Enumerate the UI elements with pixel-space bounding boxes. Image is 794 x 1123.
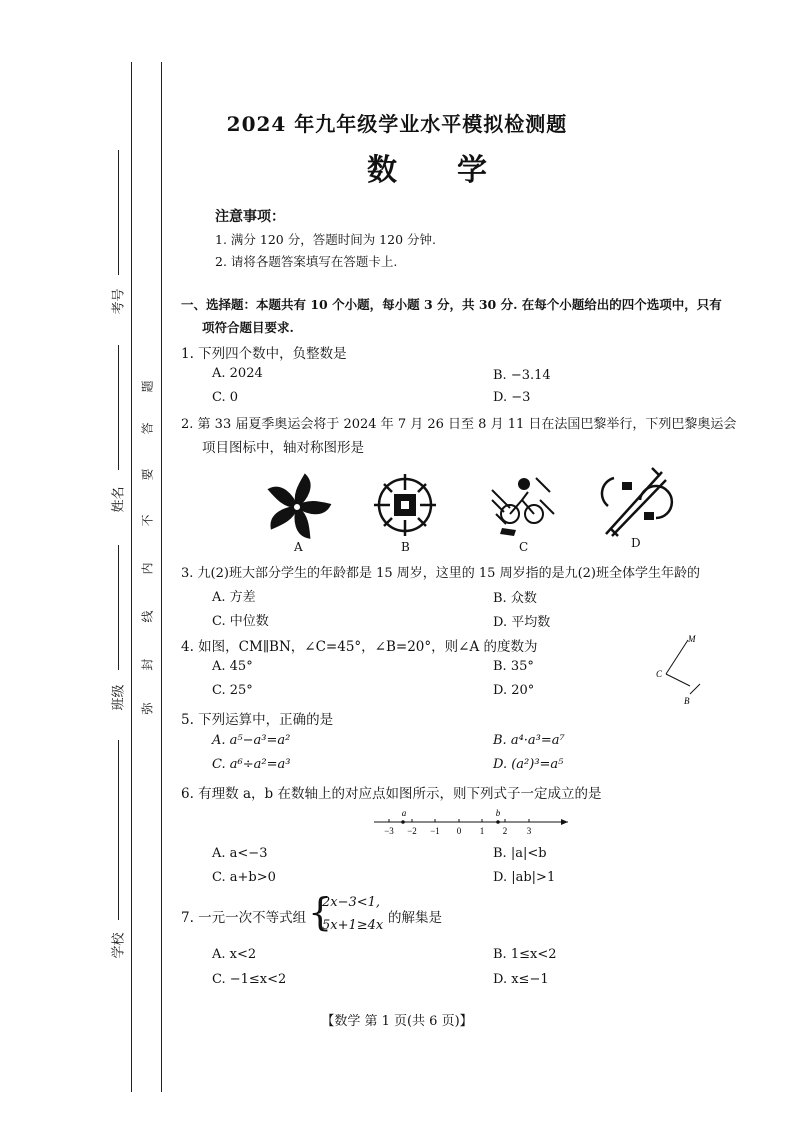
section-heading: 一、选择题：本题共有 10 个小题，每小题 3 分，共 30 分. 在每个小题给出的四个选项中，只有	[181, 297, 722, 312]
notice-item: 2. 请将各题答案填写在答题卡上.	[215, 254, 398, 269]
number-line-figure	[372, 806, 572, 840]
seal-char: 封	[140, 658, 155, 671]
pinwheel-icon	[262, 472, 332, 542]
seal-char: 要	[140, 468, 155, 481]
fencing-icon	[596, 466, 672, 540]
tick-label: −2	[407, 826, 417, 836]
tick-label: 1	[479, 826, 485, 836]
point-c-label: C	[656, 669, 663, 679]
angle-figure	[650, 630, 710, 710]
question-1-stem: 1. 下列四个数中，负整数是	[181, 346, 347, 362]
q7-option-a: A. x<2	[212, 947, 257, 962]
q7-option-d: D. x≤−1	[493, 972, 549, 987]
q5-option-c: C. a⁶÷a²=a³	[212, 757, 291, 772]
question-7-stem: 7. 一元一次不等式组	[181, 910, 307, 926]
subject-title: 数学	[367, 153, 547, 188]
seal-char: 线	[140, 610, 155, 623]
q2-label-b: B	[401, 540, 410, 554]
q1-option-b: B. −3.14	[493, 368, 551, 383]
q5-option-a: A. a⁵−a³=a²	[212, 733, 291, 748]
notice-heading: 注意事项：	[215, 209, 285, 225]
question-2-stem: 2. 第 33 届夏季奥运会将于 2024 年 7 月 26 日至 8 月 11 日在法国巴黎举行，下列巴黎奥运会	[181, 417, 737, 432]
q2-label-a: A	[294, 540, 303, 554]
binding-line-outer	[131, 62, 132, 1092]
seal-char: 答	[140, 422, 155, 435]
tick-label: 0	[456, 826, 462, 836]
class-blank	[118, 545, 119, 670]
q3-option-d: D. 平均数	[493, 615, 551, 630]
cycling-icon	[488, 470, 558, 540]
point-a-label: a	[401, 808, 407, 818]
tick-label: 2	[502, 826, 508, 836]
system-brace: {	[308, 890, 333, 934]
school-label: 学校	[111, 932, 127, 959]
seal-char: 不	[140, 514, 155, 527]
tick-label: 3	[526, 826, 532, 836]
school-blank	[118, 740, 119, 920]
q6-option-c: C. a+b>0	[212, 870, 276, 885]
point-m-label: M	[688, 634, 696, 644]
name-blank	[118, 345, 119, 470]
q4-option-a: A. 45°	[212, 659, 253, 674]
q2-label-c: C	[519, 540, 529, 554]
notice-item: 1. 满分 120 分，答题时间为 120 分钟.	[215, 232, 436, 247]
q4-option-c: C. 25°	[212, 683, 253, 698]
question-6-stem: 6. 有理数 a，b 在数轴上的对应点如图所示，则下列式子一定成立的是	[181, 786, 602, 802]
q2-label-d: D	[631, 536, 641, 550]
page-footer: 【数学 第 1 页(共 6 页)】	[321, 1014, 473, 1029]
q3-option-a: A. 方差	[212, 590, 256, 605]
exam-title: 2024 年九年级学业水平模拟检测题	[226, 112, 568, 136]
question-7-stem-end: 的解集是	[388, 910, 442, 926]
exam-number-label: 考号	[111, 288, 127, 315]
point-b-label: B	[684, 696, 690, 706]
question-4-stem: 4. 如图，CM∥BN，∠C=45°，∠B=20°，则∠A 的度数为	[181, 639, 538, 655]
q1-option-d: D. −3	[493, 390, 531, 405]
question-3-stem: 3. 九(2)班大部分学生的年龄都是 15 周岁，这里的 15 周岁指的是九(2)班全体学生年龄的	[181, 566, 700, 581]
seal-char: 弥	[140, 702, 155, 715]
q3-option-c: C. 中位数	[212, 614, 269, 629]
question-5-stem: 5. 下列运算中，正确的是	[181, 712, 334, 728]
target-icon	[372, 472, 438, 538]
binding-line-inner	[161, 62, 162, 1092]
q7-option-c: C. −1≤x<2	[212, 972, 287, 987]
seal-char: 题	[140, 380, 155, 393]
q5-option-b: B. a⁴·a³=a⁷	[493, 733, 565, 748]
q4-option-d: D. 20°	[493, 683, 535, 698]
system-line-1: 2x−3<1,	[322, 895, 381, 910]
class-label: 班级	[111, 684, 127, 711]
system-line-2: 5x+1≥4x	[322, 918, 384, 933]
seal-char: 内	[140, 562, 155, 575]
tick-label: −1	[430, 826, 440, 836]
point-b-label: b	[495, 808, 501, 818]
section-heading-cont: 项符合题目要求.	[202, 320, 294, 335]
q6-option-a: A. a<−3	[212, 846, 268, 861]
q5-option-d: D. (a²)³=a⁵	[493, 757, 564, 772]
q6-option-b: B. |a|<b	[493, 846, 547, 861]
question-2-stem-cont: 项目图标中，轴对称图形是	[202, 440, 364, 456]
q1-option-a: A. 2024	[212, 366, 263, 381]
name-label: 姓名	[111, 486, 127, 513]
q7-option-b: B. 1≤x<2	[493, 947, 557, 962]
q1-option-c: C. 0	[212, 390, 239, 405]
q6-option-d: D. |ab|>1	[493, 870, 556, 885]
q4-option-b: B. 35°	[493, 659, 534, 674]
q3-option-b: B. 众数	[493, 591, 537, 606]
tick-label: −3	[384, 826, 394, 836]
